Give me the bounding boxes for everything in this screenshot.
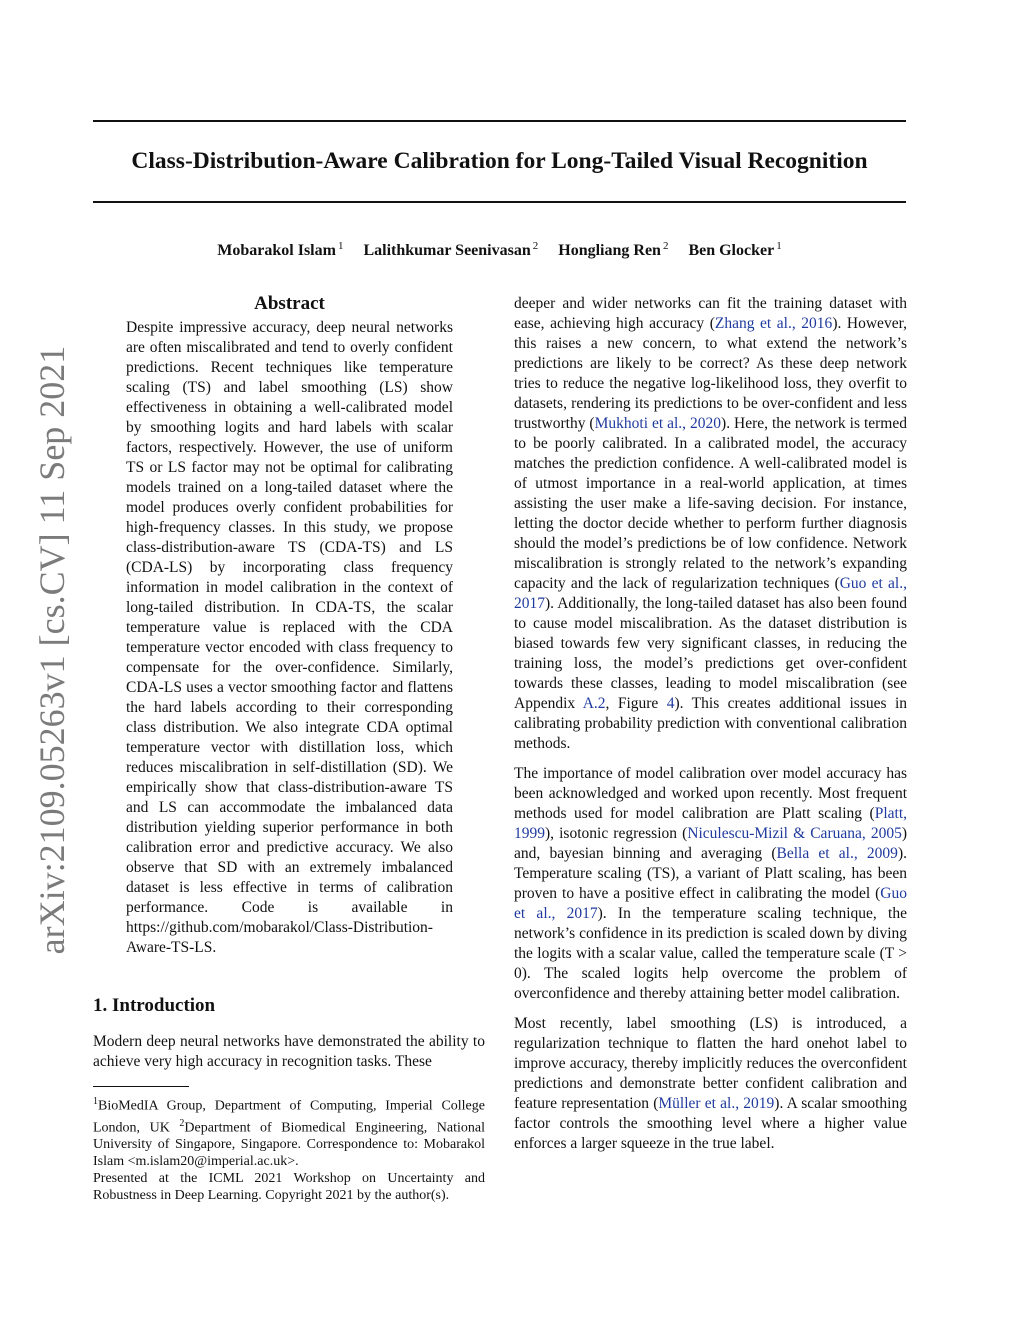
citation-link[interactable]: Guo et al., 2017 (514, 885, 907, 922)
intro-paragraph-1-continued: deeper and wider networks can fit the training dataset with ease, achieving high accuracy (Zhang et al., 2016). However, this raises a new concern, to what extend the network’s predictions are likely to be correct? As these deep network tries to reduce the negative log-likelihood loss, they overfit to datasets, rendering its predictions to be over-confident and less trustworthy (Mukhoti et al., 2020). Here, the network is termed to be poorly calibrated. In a calibrated model, the accuracy matches the prediction confidence. A well-calibrated model is of utmost importance in a real-world application, at times assisting the user make a life-saving decision. For instance, letting the doctor decide whether to perform further diagnosis should the model’s predictions be of low confidence. Network miscalibration is strongly related to the network’s expanding capacity and the lack of regularization techniques (Guo et al., 2017). Additionally, the long-tailed dataset has also been found to cause model miscalibration. As the dataset distribution is biased towards few very significant classes, in reducing the training loss, the model’s predictions get over-confident towards these classes, leading to model miscalibration (see Appendix A.2, Figure 4). This creates additional issues in calibrating probability prediction with conventional calibration methods. (514, 295, 908, 752)
citation-link[interactable]: Müller et al., 2019 (658, 1095, 775, 1112)
introduction-heading: 1. Introduction (93, 995, 216, 1016)
title-top-rule (93, 120, 906, 122)
abstract-text: Despite impressive accuracy, deep neural networks are often miscalibrated and tend to overly confident predictions. Recent techniques like temperature scaling (TS) and label smoothing (LS) show effectiveness in obtaining a well-calibrated model by smoothing logits and hard labels with scalar factors, respectively. However, the use of uniform TS or LS factor may not be optimal for calibrating models trained on a long-tailed dataset where the model produces overly confident probabilities for high-frequency classes. In this study, we propose class-distribution-aware TS (CDA-TS) and LS (CDA-LS) by incorporating class frequency information in model calibration in the context of long-tailed distribution. In CDA-TS, the scalar temperature value is replaced with the CDA temperature vector encoded with class frequency to compensate for the over-confidence. Similarly, CDA-LS uses a vector smoothing factor and flattens the hard labels according to their corresponding class distribution. We also integrate CDA optimal temperature vector with distillation loss, which reduces miscalibration in self-distillation (SD). We empirically show that class-distribution-aware TS and LS can accommodate the imbalanced data distribution yielding superior performance in both calibration error and predictive accuracy. We also observe that SD with an extremely imbalanced dataset is less effective in terms of calibration performance. Code is available in https://github.com/mobarakol/Class-Distribution-Aware-TS-LS. (126, 319, 453, 956)
citation-link[interactable]: Platt, 1999 (514, 805, 907, 842)
intro-paragraph-1-start: Modern deep neural networks have demonstrated the ability to achieve very high accuracy in recognition tasks. These (93, 1033, 485, 1070)
citation-link[interactable]: Bella et al., 2009 (776, 845, 898, 862)
intro-paragraph-3: Most recently, label smoothing (LS) is introduced, a regularization technique to flatten the hard onehot label to improve accuracy, thereby implicitly reduces the overconfident predictions and demonstrate better confident calibration and feature representation (Müller et al., 2019). A scalar smoothing factor controls the smoothing level where a higher value enforces a larger squeeze in the true label. (514, 1015, 907, 1152)
author-list (93, 236, 906, 261)
abstract-section (126, 292, 453, 958)
citation-link[interactable]: Niculescu-Mizil & Caruana, 2005 (687, 825, 902, 842)
author: Ben Glocker $^1$ (688, 240, 782, 260)
citation-link[interactable]: Zhang et al., 2016 (714, 315, 833, 332)
citation-link[interactable]: Mukhoti et al., 2020 (594, 415, 722, 432)
footnote-divider (93, 1086, 189, 1087)
intro-paragraph-2: The importance of model calibration over model accuracy has been acknowledged and worked upon recently. Most frequent methods used for model calibration are Platt scaling (Platt, 1999), isotonic regression (Niculescu-Mizil & Caruana, 2005) and, bayesian binning and averaging (Bella et al., 2009). Temperature scaling (TS), a variant of Platt scaling, has been proven to have a positive effect in calibrating the model (Guo et al., 2017). In the temperature scaling technique, the network’s confidence in its prediction is scaled down by diving the logits with a scalar value, called the temperature scale (T > 0). The scaled logits help overcome the problem of overconfidence and thereby attaining better model calibration. (514, 765, 908, 1002)
affiliation-footnote: $^1$BioMedIA Group, Department of Computing, Imperial College London, UK $^2$Department of Biomedical Engineering, National University of Singapore, Singapore. Correspondence to: Mobarakol Islam <m.islam20@imperial.ac.uk>. (93, 1096, 485, 1170)
title-bottom-rule (93, 201, 906, 203)
figure-link[interactable]: 4 (666, 695, 675, 712)
author: Mobarakol Islam $^1$ (217, 240, 344, 260)
citation-link[interactable]: Guo et al., 2017 (514, 575, 907, 612)
introduction-left-column (93, 994, 485, 1204)
introduction-right-column (514, 294, 907, 1154)
paper-title: Class-Distribution-Aware Calibration for Long-Tailed Visual Recognition (131, 148, 868, 174)
author: Lalithkumar Seenivasan $^2$ (363, 240, 539, 260)
workshop-notice: Presented at the ICML 2021 Workshop on Uncertainty and Robustness in Deep Learning. Copyright 2021 by the author(s). (93, 1171, 485, 1204)
abstract-heading: Abstract (254, 293, 325, 314)
author: Hongliang Ren $^2$ (558, 240, 669, 260)
appendix-link[interactable]: A.2 (582, 695, 606, 712)
arxiv-identifier-stamp[interactable]: arXiv:2109.05263v1 [cs.CV] 11 Sep 2021 (32, 345, 72, 955)
